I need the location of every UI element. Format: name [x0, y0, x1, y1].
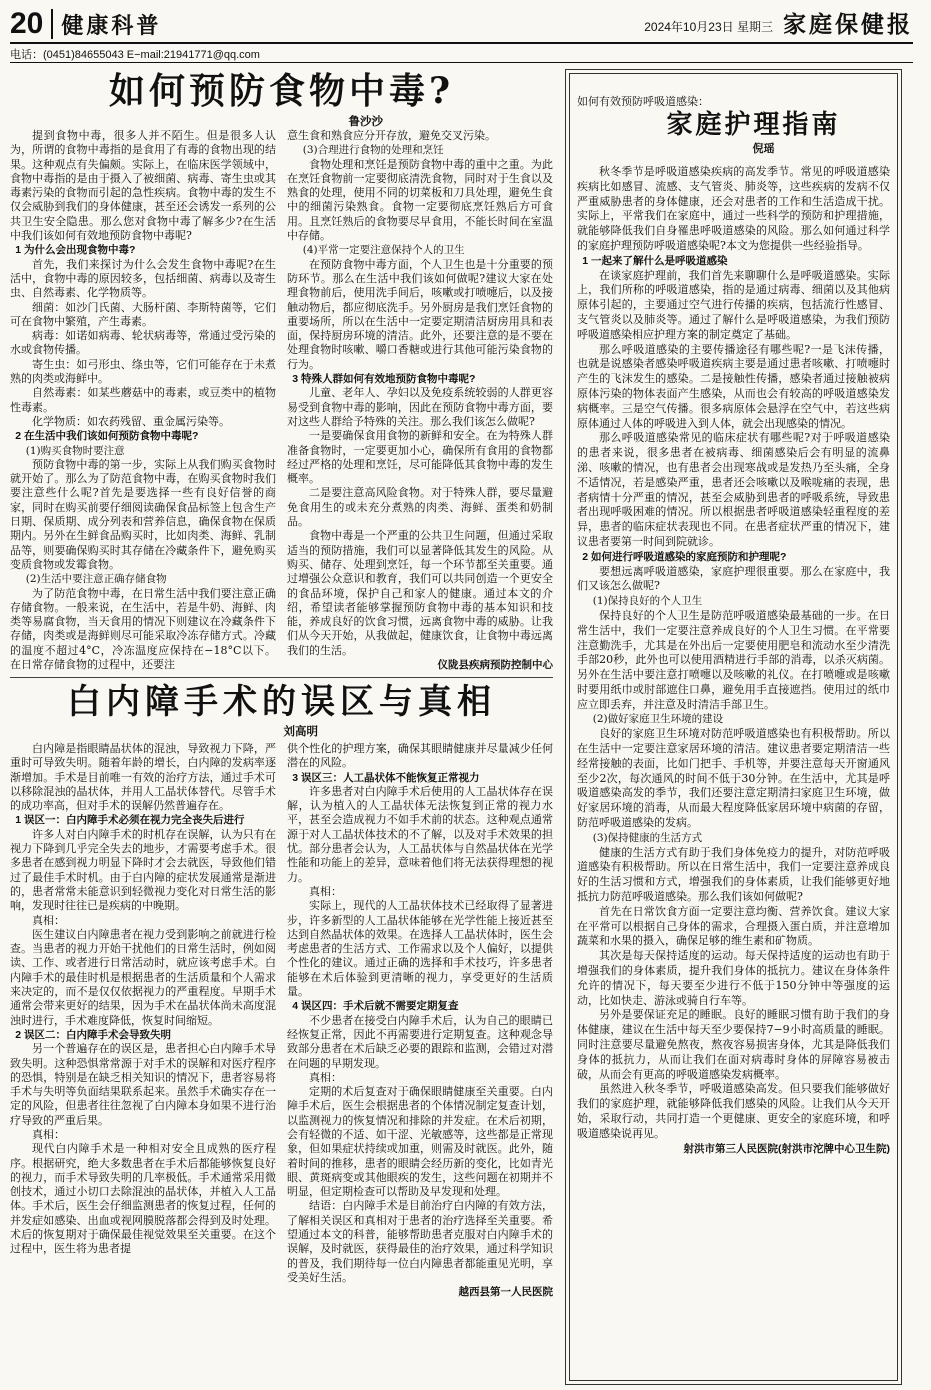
section-heading: 1 一起来了解什么是呼吸道感染 [582, 254, 728, 267]
article-title: 白内障手术的误区与真相 [67, 681, 496, 722]
paragraph: 实际上，现代的人工晶状体技术已经取得了显著进步，许多新型的人工晶状体能够在光学性能上接近甚至达到自然晶状体的效果。在选择人工晶状体时，医生会考虑患者的生活方式、工作需求以及个人偏好，以提供个性化的建议。通过正确的选择和手术技巧，许多患者能够在术后体验到更清晰的视力，享受更好的生活质量。 [287, 899, 553, 999]
article-title: 家庭护理指南 [666, 110, 841, 140]
article-organization: 射洪市第三人民医院(射洪市沱牌中心卫生院) [683, 1142, 890, 1155]
paragraph: 首先在日常饮食方面一定要注意均衡、营养饮食。建议大家在平常可以根据自己身体的需求，合理摄入蛋白质，并注意增加蔬菜和水果的摄入，确保足够的维生素和矿物质。 [577, 904, 890, 948]
subsection-heading: (1)购买食物时要注意 [25, 444, 125, 457]
paragraph: 儿童、老年人、孕妇以及免疫系统较弱的人群更容易受到食物中毒的影响，因此在预防食物中毒方面，要对这些人群给予特殊的关注。那么我们该怎么做呢? [287, 386, 553, 428]
masthead [10, 8, 913, 44]
subsection-heading: (3)合理进行食物的处理和烹饪 [302, 144, 444, 157]
subsection-heading: (3)保持健康的生活方式 [592, 831, 703, 844]
paragraph: 在谈家庭护理前，我们首先来聊聊什么是呼吸道感染。实际上，我们所称的呼吸道感染，指的是通过病毒、细菌以及其他病原体引起的，主要通过空气进行传播的疾病，包括流行性感冒、支气管炎以及肺炎等。通过了解什么是呼吸道感染，为我们预防呼吸道感染相应护理方案的制定奠定了基础。 [577, 268, 890, 341]
article-cataract [10, 680, 553, 1300]
text-column [287, 742, 553, 1300]
paragraph: 一是要确保食用食物的新鲜和安全。在为特殊人群准备食物时，一定要更加小心，确保所有食用的食物都经过严格的处理和烹饪，尽可能降低其食物中毒的发生概率。 [287, 429, 553, 486]
section-heading: 2 误区二：白内障手术会导致失明 [15, 1028, 172, 1041]
article-author: 倪瑶 [752, 142, 775, 155]
section-heading: 1 误区一：白内障手术必须在视力完全丧失后进行 [15, 814, 245, 827]
text-column [287, 129, 553, 673]
boxed-article [565, 69, 902, 1385]
paragraph: 那么呼吸道感染常见的临床症状有哪些呢?对于呼吸道感染的患者来说，很多患者在被病毒、细菌感染后会有明显的流鼻涕、咳嗽的情况，也有患者会出现寒战或是发热乃至头痛，全身不适情况，若是感染严重，患者还会咳嗽以及喉咙痛的表现，患者病情十分严重的情况，甚至会威胁到患者的呼吸系统，导致患者出现呼吸困难的情况。所以根据患者呼吸道感染轻重程度的差异，患者的临床症状表现也不同。在患者症状严重的情况下，建议患者要第一时间到院就诊。 [577, 431, 890, 548]
paragraph: 寄生虫：如弓形虫、绦虫等，它们可能存在于未煮熟的肉类或海鲜中。 [10, 357, 276, 386]
paragraph: 其次是每天保持适度的运动。每天保持适度的运动也有助于增强我们的身体素质，提升我们身体的抵抗力。建议在身体条件允许的情况下，每天要至少进行不低于150分钟中等强度的运动，比如快走、游泳或骑自行车等。 [577, 949, 890, 1007]
paragraph: 提到食物中毒，很多人并不陌生。但是很多人认为，所谓的食物中毒指的是食用了有毒的食物出现的结果。这种观点有失偏颇。实际上，在临床医学领域中，食物中毒指的是由于摄入了被细菌、病毒、寄生虫或其毒素污染的食物而引起的急性疾病。食物中毒的发生不仅会威胁到我们的身体健康，甚至还会诱发一系列的公共卫生安全隐患。那么您对食物中毒了解多少?在生活中我们该如何有效地预防食物中毒呢? [10, 129, 276, 243]
paragraph: 真相： [32, 913, 65, 927]
paragraph: 真相： [32, 1128, 65, 1141]
paragraph: 结语：白内障手术是目前治疗白内障的有效方法，了解相关误区和真相对于患者的治疗选择至关重要。希望通过本文的科普，能够帮助患者克服对白内障手术的误解，及时就医，获得最佳的治疗效果，通过科学知识的普及，我们期待每一位白内障患者都能重见光明，享受美好生活。 [287, 1199, 553, 1284]
paragraph: 食物处理和烹饪是预防食物中毒的重中之重。为此在烹饪食物前一定要彻底清洗食物，同时对于生食以及熟食的处理，使用不同的切菜板和刀具处理，避免生食中的细菌污染熟食。食物一定要彻底烹饪熟后方可食用。且烹饪熟后的食物要尽早食用，不能长时间在室温中存储。 [287, 157, 553, 243]
paragraph: 许多患者对白内障手术后使用的人工晶状体存在误解，认为植入的人工晶状体无法恢复到正常的视力水平，甚至会造成视力不如手术前的状态。这种观点通常源于对人工晶状体技术的不了解，以及对手术效果的担忧。部分患者会认为，人工晶状体与自然晶状体在光学性能和功能上的差异，意味着他们将无法获得理想的视力。 [287, 784, 553, 884]
contact-line: 电话：(0451)84655043 E−mail:21941771@qq.com [10, 47, 913, 63]
paragraph: 供个性化的护理方案，确保其眼睛健康并尽量减少任何潜在的风险。 [287, 741, 553, 770]
paragraph: 保持良好的个人卫生是防范呼吸道感染最基础的一步。在日常生活中，我们一定要注意养成良好的个人卫生习惯。在平常要注意勤洗手，尤其是在外出后一定要使用肥皂和流动水至少清洗手部20秒，此外也可以使用酒精进行手部的消毒，以杀灭病菌。另外在生活中要注意打喷嚏以及咳嗽的礼仪。在打喷嚏或是咳嗽时要用纸巾或肘部遮住口鼻，避免用手直接遮挡。使用过的纸巾应立即丢弃，并注意及时清洁手部卫生。 [577, 608, 890, 711]
text-column [10, 742, 276, 1300]
section-heading: 3 特殊人群如何有效地预防食物中毒呢? [292, 373, 476, 386]
article-lead: 如何有效预防呼吸道感染： [577, 95, 709, 108]
paragraph: 另外是要保证充足的睡眠。良好的睡眠习惯有助于我们的身体健康，建议在生活中每天至少要保持7−9小时高质量的睡眠。同时注意要尽量避免熬夜，熬夜容易损害身体，尤其是降低我们身体的抵抗力，从而让我们在面对病毒时身体的屏障容易被击破，从而会有更高的呼吸道感染发病概率。 [577, 1008, 890, 1081]
paragraph: 良好的家庭卫生环境对防范呼吸道感染也有积极帮助。所以在生活中一定要注意家居环境的清洁。建议患者要定期清洁一些经常接触的表面，比如门把手、手机等，并要注意每天开窗通风至少2次，每次通风的时间不低于30分钟。在生活中，尤其是呼吸道感染高发的季节，我们还要注意定期清扫家庭卫生环境，做好家居环境的消毒，从而最大程度降低家居环境中病菌的存留，防范呼吸道感染的发病。 [577, 727, 890, 830]
article-organization: 越西县第一人民医院 [458, 1286, 553, 1299]
paragraph: 要想远离呼吸道感染，家庭护理很重要。那么在家庭中，我们又该怎么做呢? [577, 564, 890, 593]
paragraph: 意生食和熟食应分开存放，避免交叉污染。 [287, 129, 496, 142]
paragraph: 预防食物中毒的第一步，实际上从我们购买食物时就开始了。那么为了防范食物中毒，在购买食物时我们要注意些什么呢?首先是要选择一些有良好信誉的商家，同时在购买前要仔细阅读确保食品标签上包含生产日期、保质期、成分列表和营养信息，确保食物在保质期内。另外在生鲜食品购买时，比如肉类、海鲜、乳制品等，则要确保购买时其存储在冷藏条件下，避免购买变质食物或发霉食物。 [10, 457, 276, 571]
article-divider [10, 677, 553, 678]
paragraph: 首先，我们来探讨为什么会发生食物中毒呢?在生活中，食物中毒的原因较多，包括细菌、病毒以及寄生虫、自然毒素、化学物质等。 [10, 257, 276, 300]
paragraph: 病毒：如诺如病毒、轮状病毒等，常通过受污染的水或食物传播。 [10, 329, 276, 357]
paragraph: 为了防范食物中毒，在日常生活中我们要注意正确存储食物。一般来说，在生活中，若是牛奶、海鲜、肉类等易腐食物，当天食用的情况下则建议在冷藏条件下存储，肉类或是海鲜则尽可能采取冷冻存储方式。冷藏的温度不超过4°C，冷冻温度应保持在−18°C以下。在日常存储食物的过程中，还要注 [10, 586, 276, 671]
article-title: 如何预防食物中毒? [108, 70, 455, 112]
paragraph: 化学物质：如农药残留、重金属污染等。 [32, 414, 230, 428]
article-food-poisoning [10, 69, 553, 673]
paragraph: 那么呼吸道感染的主要传播途径有哪些呢?一是飞沫传播，也就是说感染者感染呼吸道疾病主要是通过患者咳嗽、打喷嚏时产生的飞沫发生的感染。二是接触性传播，感染者通过接触被病原体污染的物体表面产生感染，从而也会有较高的呼吸道感染发病概率。三是空气传播。很多病原体会悬浮在空气中，若这些病原体通过人体的呼吸进入到人体，就会出现感染的情况。 [577, 342, 890, 430]
article-author: 刘高明 [283, 723, 318, 738]
paragraph: 细菌：如沙门氏菌、大肠杆菌、李斯特菌等，它们可在食物中繁殖，产生毒素。 [10, 300, 276, 328]
paragraph: 虽然进入秋冬季节，呼吸道感染高发。但只要我们能够做好我们的家庭护理，就能够降低我们感染的风险。让我们从今天开始，采取行动，共同打造一个更健康、更安全的家庭环境，和呼吸道感染说再见。 [577, 1082, 890, 1140]
paper-name: 家庭保健报 [783, 11, 913, 38]
left-column [10, 69, 553, 1385]
subsection-heading: (2)做好家庭卫生环境的建设 [592, 713, 724, 726]
subsection-heading: (2)生活中要注意正确存储食物 [25, 573, 167, 586]
article-organization: 仪陇县疾病预防控制中心 [437, 658, 553, 671]
paragraph: 食物中毒是一个严重的公共卫生问题，但通过采取适当的预防措施，我们可以显著降低其发生的风险。从购买、储存、处理到烹饪，每一个环节都至关重要。通过增强公众意识和教育，我们可以共同创造一个更安全的食品环境，保护自己和家人的健康。通过本文的介绍，希望读者能够掌握预防食物中毒的基本知识和技能，养成良好的饮食习惯，远离食物中毒的威胁。让我们从今天开始，从我做起，健康饮食，让食物中毒远离我们的生活。 [287, 529, 553, 657]
paragraph: 自然毒素：如某些蘑菇中的毒素，或豆类中的植物性毒素。 [10, 386, 276, 414]
section-heading: 2 在生活中我们该如何预防食物中毒呢? [15, 430, 199, 443]
section-title: 健康科普 [61, 13, 162, 39]
paragraph: 秋冬季节是呼吸道感染疾病的高发季节。常见的呼吸道感染疾病比如感冒、流感、支气管炎、肺炎等，这些疾病的发病不仅严重威胁患者的身体健康，还会对患者的工作和生活造成干扰。实际上，平常我们在家庭中，通过一些科学的预防和护理措施，就能够降低我们自身罹患呼吸道感染的风险。那么如何通过科学的家庭护理预防呼吸道感染呢?本文为您提供一些经验指导。 [577, 165, 890, 252]
page-number: 20 [10, 9, 53, 39]
subsection-heading: (4)平常一定要注意保持个人的卫生 [302, 244, 465, 257]
paragraph: 不少患者在接受白内障手术后，认为自己的眼睛已经恢复正常，因此不再需要进行定期复查。这种观念导致部分患者在术后缺乏必要的跟踪和监测，会错过对潜在问题的早期发现。 [287, 1013, 553, 1070]
section-heading: 4 误区四：手术后就不需要定期复查 [292, 1000, 459, 1013]
paragraph: 定期的术后复查对于确保眼睛健康至关重要。白内障手术后，医生会根据患者的个体情况制定复查计划，以监测视力的恢复情况和排除的并发症。在术后初期，会有轻微的不适、如干涩、光敏感等，这些都是正常现象，但如果症状持续或加重，则需及时就医。此外，随着时间的推移，患者的眼睛会经历新的变化，比如青光眼、黄斑病变或其他眼疾的发生，这些问题在初期并不明显，但定期检查可以帮助及早发现和处理。 [287, 1085, 553, 1199]
paragraph: 在预防食物中毒方面，个人卫生也是十分重要的预防环节。那么在生活中我们该如何做呢?建议大家在处理食物前后，使用洗手间后，咳嗽或打喷嚏后，以及接触动物后，都应彻底洗手。另外厨房是我们烹饪食物的重要场所，所以在生活中一定要定期清洁厨房用具和表面，保持厨房环境的清洁。此外，还要注意的是不要在处理食物时咳嗽、嚼口香糖或进行其他可能污染食物的行为。 [287, 257, 553, 371]
paragraph: 另一个普遍存在的误区是，患者担心白内障手术导致失明。这种恐惧常常源于对手术的误解和对医疗程序的恐惧，特别是在缺乏相关知识的情况下，患者容易将手术与失明等负面结果联系起来。虽然手术确实存在一定的风险，但患者往往忽视了白内障本身如果不进行治疗导致的严重后果。 [10, 1042, 276, 1127]
section-heading: 1 为什么会出现食物中毒? [15, 244, 136, 257]
paragraph: 真相： [309, 884, 342, 898]
paragraph: 医生建议白内障患者在视力受到影响之前就进行检查。当患者的视力开始干扰他们的日常生活时，例如阅读、工作、或者进行日常活动时，就应该考虑手术。白内障手术的最佳时机是根据患者的生活质量和个人需求来决定的，而不是仅仅依据视力的严重程度。早期手术通常会带来更好的结果，因为手术在晶状体尚未高度混浊时进行，手术难度降低，恢复时间缩短。 [10, 927, 276, 1027]
paragraph: 真相： [309, 1070, 342, 1084]
subsection-heading: (1)保持良好的个人卫生 [592, 595, 703, 608]
article-author: 鲁沙沙 [348, 114, 383, 128]
paragraph: 许多人对白内障手术的时机存在误解，认为只有在视力下降到几乎完全失去的地步，才需要考虑手术。很多患者在感到视力明显下降时才会去就医，导致他们错过了最佳手术时机。由于白内障的症状发展通常是渐进的，患者常常未能意识到轻微视力变化对日常生活的影响，发现时往往已是疾病的中晚期。 [10, 827, 276, 913]
section-heading: 3 误区三：人工晶状体不能恢复正常视力 [292, 771, 480, 784]
paragraph: 白内障是指眼睛晶状体的混浊，导致视力下降，严重时可导致失明。随着年龄的增长，白内障的发病率逐渐增加。手术是目前唯一有效的治疗方法，通过手术可以移除混浊的晶状体，并用人工晶状体替代。尽管手术的成功率高，但对手术的误解仍然普遍存在。 [10, 741, 276, 813]
article-respiratory [569, 73, 898, 1381]
paragraph: 现代白内障手术是一种相对安全且成熟的医疗程序。根据研究，绝大多数患者在手术后都能够恢复良好的视力，而手术导致失明的几率极低。手术通常采用微创技术，通过小切口去除混浊的晶状体，并植入人工晶体。手术后，医生会仔细监测患者的恢复过程，任何的并发症如感染、出血或视网膜脱落都会得到及时处理。术后的恢复期对于确保最佳视觉效果至关重要。在这个过程中，医生将为患者提 [10, 1142, 276, 1256]
text-column [10, 129, 276, 673]
issue-date: 2024年10月23日 星期三 [644, 20, 773, 34]
paragraph: 健康的生活方式有助于我们身体免疫力的提升，对防范呼吸道感染有积极帮助。所以在日常生活中，我们一定要注意养成良好的生活习惯和方式，增强我们的身体素质，让我们能够更好地抵抗力防范呼吸道感染。那么我们该如何做呢? [577, 845, 890, 904]
paragraph: 二是要注意高风险食物。对于特殊人群，要尽量避免食用生的或未充分煮熟的肉类、海鲜、蛋类和奶制品。 [287, 486, 553, 529]
section-heading: 2 如何进行呼吸道感染的家庭预防和护理呢? [582, 550, 787, 563]
